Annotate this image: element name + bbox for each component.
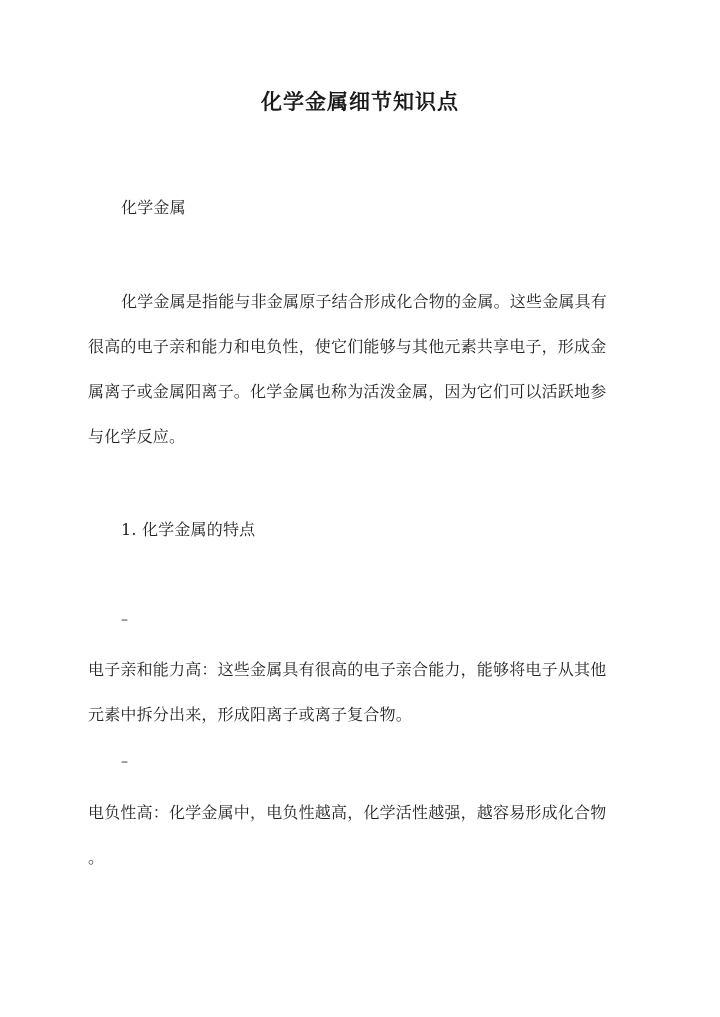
bullet1-line-2: 元素中拆分出来，形成阳离子或离子复合物。: [88, 705, 413, 724]
intro-line-3: 属离子或金属阳离子。化学金属也称为活泼金属，因为它们可以活跃地参: [88, 382, 607, 401]
intro-line-2: 很高的电子亲和能力和电负性，使它们能够与其他元素共享电子，形成金: [88, 337, 607, 356]
bullet1-line-1: 电子亲和能力高：这些金属具有很高的电子亲合能力，能够将电子从其他: [88, 660, 607, 679]
intro-line-4: 与化学反应。: [88, 427, 186, 446]
bullet-marker-2: –: [121, 754, 128, 770]
bullet2-line-2: 。: [88, 848, 105, 867]
bullet2-line-1: 电负性高：化学金属中，电负性越高，化学活性越强，越容易形成化合物: [88, 803, 607, 822]
document-title: 化学金属细节知识点: [261, 89, 459, 114]
intro-line-1: 化学金属是指能与非金属原子结合形成化合物的金属。这些金属具有: [121, 292, 608, 311]
list-heading: 1. 化学金属的特点: [121, 520, 256, 539]
bullet-marker-1: –: [121, 612, 128, 628]
section-heading: 化学金属: [121, 198, 186, 217]
